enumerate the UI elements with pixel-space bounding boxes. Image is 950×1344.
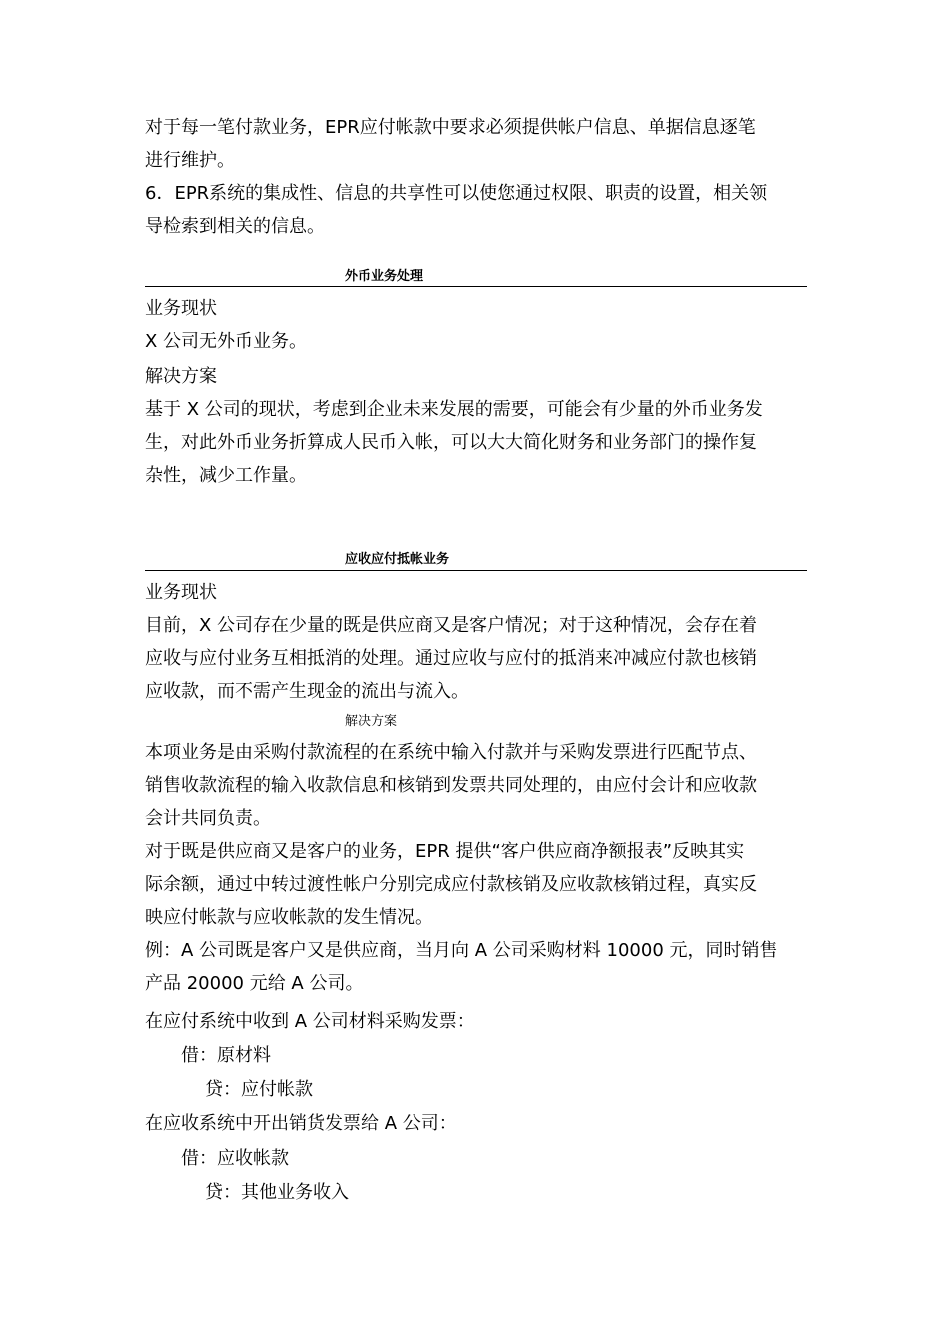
offset-status-line: 应收与应付业务互相抵消的处理。通过应收与应付的抵消来冲减应付款也核销 xyxy=(145,648,757,669)
intro-line-4: 导检索到相关的信息。 xyxy=(145,216,325,237)
section-heading-foreign xyxy=(145,268,807,287)
offset-solution-line: 会计共同负责。 xyxy=(145,808,271,829)
offset-solution-line: 映应付帐款与应收帐款的发生情况。 xyxy=(145,907,433,928)
intro-line-2: 进行维护。 xyxy=(145,150,235,171)
offset-example-line: 产品 20000 元给 A 公司。 xyxy=(145,973,364,994)
offset-solution-line: 际余额，通过中转过渡性帐户分别完成应付款核销及应收款核销过程，真实反 xyxy=(145,874,757,895)
entry1-debit: 借：原材料 xyxy=(181,1045,271,1066)
section-heading-offset-text: 应收应付抵帐业务 xyxy=(345,552,450,567)
foreign-status-label: 业务现状 xyxy=(145,298,217,319)
foreign-solution-line: 基于 X 公司的现状，考虑到企业未来发展的需要，可能会有少量的外币业务发 xyxy=(145,399,763,420)
offset-receivable-intro: 在应收系统中开出销货发票给 A 公司： xyxy=(145,1113,457,1134)
entry2-debit: 借：应收帐款 xyxy=(181,1148,289,1169)
foreign-status-text: X 公司无外币业务。 xyxy=(145,331,308,352)
offset-status-line: 应收款，而不需产生现金的流出与流入。 xyxy=(145,681,469,702)
intro-line-3: 6．EPR系统的集成性、信息的共享性可以使您通过权限、职责的设置，相关领 xyxy=(145,183,768,204)
offset-solution-label: 解决方案 xyxy=(345,714,398,729)
foreign-solution-label: 解决方案 xyxy=(145,366,217,387)
offset-solution-line: 对于既是供应商又是客户的业务，EPR 提供“客户供应商净额报表”反映其实 xyxy=(145,841,745,862)
foreign-solution-line: 生，对此外币业务折算成人民币入帐，可以大大简化财务和业务部门的操作复 xyxy=(145,432,757,453)
offset-solution-line: 销售收款流程的输入收款信息和核销到发票共同处理的，由应付会计和应收款 xyxy=(145,775,757,796)
entry1-credit: 贷：应付帐款 xyxy=(205,1079,313,1100)
intro-line-1: 对于每一笔付款业务，EPR应付帐款中要求必须提供帐户信息、单据信息逐笔 xyxy=(145,117,756,138)
offset-status-line: 目前，X 公司存在少量的既是供应商又是客户情况；对于这种情况，会存在着 xyxy=(145,615,758,636)
foreign-solution-line: 杂性，减少工作量。 xyxy=(145,465,307,486)
offset-solution-line: 本项业务是由采购付款流程的在系统中输入付款并与采购发票进行匹配节点、 xyxy=(145,742,757,763)
entry2-credit: 贷：其他业务收入 xyxy=(205,1182,349,1203)
offset-payable-intro: 在应付系统中收到 A 公司材料采购发票： xyxy=(145,1011,475,1032)
offset-status-label: 业务现状 xyxy=(145,582,217,603)
offset-example-line: 例：A 公司既是客户又是供应商，当月向 A 公司采购材料 10000 元，同时销售 xyxy=(145,940,778,961)
section-heading-foreign-text: 外币业务处理 xyxy=(345,269,424,284)
section-heading-offset xyxy=(145,551,807,571)
